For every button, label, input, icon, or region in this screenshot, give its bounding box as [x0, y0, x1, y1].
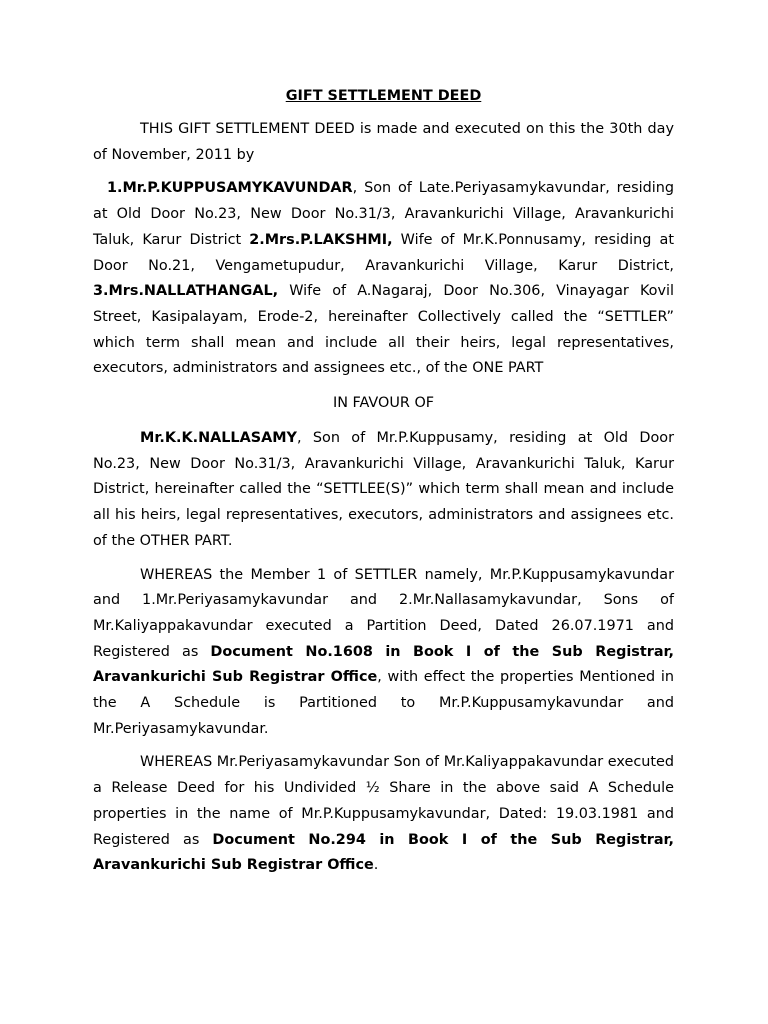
whereas-1-document-ref: Document No.1608 in Book I of the Sub Registrar, Aravankurichi Sub Registrar Office	[93, 643, 675, 686]
whereas-2-text-b: .	[373, 857, 379, 874]
settlee-paragraph	[93, 426, 674, 555]
settlers-paragraph	[93, 176, 674, 382]
deed-page	[93, 86, 674, 879]
whereas-paragraph-1	[93, 563, 674, 743]
whereas-1-text-b: , with effect the properties Mentioned in the A Schedule is Partitioned to Mr.P.Kuppusamykavundar and Mr.Periyasamykavundar.	[93, 669, 674, 737]
settler-2-name: 2.Mrs.P.LAKSHMI,	[249, 231, 393, 248]
in-favour-heading: IN FAVOUR OF	[332, 395, 435, 412]
settler-3-name: 3.Mrs.NALLATHANGAL,	[93, 283, 279, 300]
settlee-text: , Son of Mr.P.Kuppusamy, residing at Old Door No.23, New Door No.31/3, Aravankurichi Village, Aravankurichi Taluk, Karur District, hereinafter called the “SETTLEE(S)” which term shall mean and include all his heirs, legal representatives, executors, administrators and assignees etc. of the OTHER PART.	[93, 430, 674, 549]
settler-2-text: Wife of Mr.K.Ponnusamy, residing at Door No.21, Vengametupudur, Aravankurichi Village, Karur District,	[93, 231, 674, 274]
settlee-name: Mr.K.K.NALLASAMY	[140, 430, 297, 447]
intro-paragraph: THIS GIFT SETTLEMENT DEED is made and executed on this the 30th day of November, 2011 by	[93, 121, 674, 163]
whereas-2-document-ref: Document No.294 in Book I of the Sub Registrar, Aravankurichi Sub Registrar Office	[93, 831, 674, 874]
deed-title: GIFT SETTLEMENT DEED	[285, 88, 482, 104]
settler-1-text: , Son of Late.Periyasamykavundar, residing at Old Door No.23, New Door No.31/3, Aravankurichi Village, Aravankurichi Taluk, Karur District	[93, 180, 674, 248]
whereas-1-text-a: WHEREAS the Member 1 of SETTLER namely, Mr.P.Kuppusamykavundar and 1.Mr.Periyasamykavundar and 2.Mr.Nallasamykavundar, Sons of Mr.Kaliyappakavundar executed a Partition Deed, Dated 26.07.1971 and Registered as	[93, 566, 674, 660]
settler-1-name: 1.Mr.P.KUPPUSAMYKAVUNDAR	[107, 180, 353, 197]
whereas-2-text-a: WHEREAS Mr.Periyasamykavundar Son of Mr.Kaliyappakavundar executed a Release Deed for his Undivided ½ Share in the above said A Schedule properties in the name of Mr.P.Kuppusamykavundar, Dated: 19.03.1981 and Registered as	[93, 754, 674, 848]
settler-3-text: Wife of A.Nagaraj, Door No.306, Vinayagar Kovil Street, Kasipalayam, Erode-2, hereinafter Collectively called the “SETTLER” which term shall mean and include all their heirs, legal representatives, executors, administrators and assignees etc., of the ONE PART	[93, 283, 674, 377]
whereas-paragraph-2	[93, 750, 674, 879]
